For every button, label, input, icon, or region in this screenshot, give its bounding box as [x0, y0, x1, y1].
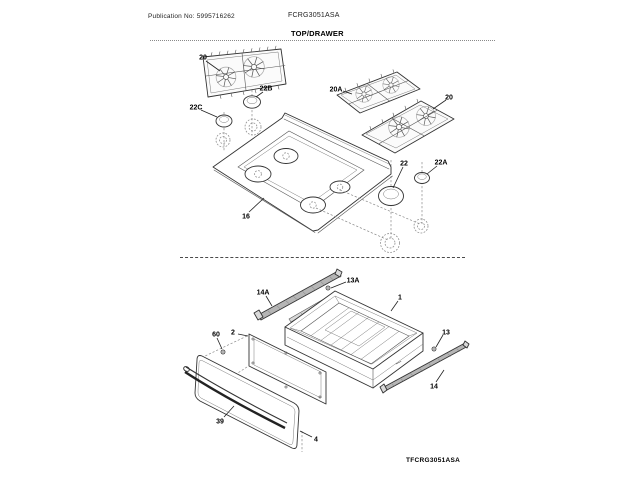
callout-16: 16	[242, 213, 250, 221]
burner-grate-left	[203, 46, 286, 98]
callout-2: 2	[231, 329, 235, 337]
callout-22a: 22A	[434, 159, 448, 167]
burner-grate-right-rear	[337, 70, 420, 113]
callout-4: 4	[314, 436, 318, 444]
callout-22: 22	[400, 160, 408, 168]
callout-13a: 13A	[346, 277, 360, 285]
publication-number: Publication No: 5995716262	[148, 13, 235, 20]
callout-20-right: 20	[445, 94, 453, 102]
callout-22c: 22C	[189, 104, 203, 112]
callout-20-left: 20	[199, 54, 207, 62]
rail-screw-upper	[326, 286, 330, 290]
callout-14a: 14A	[256, 289, 270, 297]
callout-60: 60	[212, 331, 220, 339]
main-top-panel	[213, 113, 393, 233]
rail-screw-lower	[432, 347, 436, 351]
callout-1: 1	[398, 294, 402, 302]
model-number: FCRG3051ASA	[288, 12, 340, 19]
top-diagram	[190, 46, 454, 252]
callout-13: 13	[442, 329, 450, 337]
screw-60	[221, 350, 225, 354]
footer-diagram-id: TFCRG3051ASA	[406, 457, 461, 464]
callout-39: 39	[216, 418, 224, 426]
callout-22b: 22B	[259, 85, 273, 93]
section-title: TOP/DRAWER	[291, 28, 344, 38]
bottom-diagram	[183, 269, 469, 452]
burner-cap-22b	[244, 96, 261, 108]
burner-grate-right-front	[362, 99, 454, 153]
burner-cap-22	[379, 187, 404, 206]
callout-14: 14	[430, 383, 438, 391]
callout-20a: 20A	[329, 86, 343, 94]
burner-cap-22c	[216, 115, 232, 127]
